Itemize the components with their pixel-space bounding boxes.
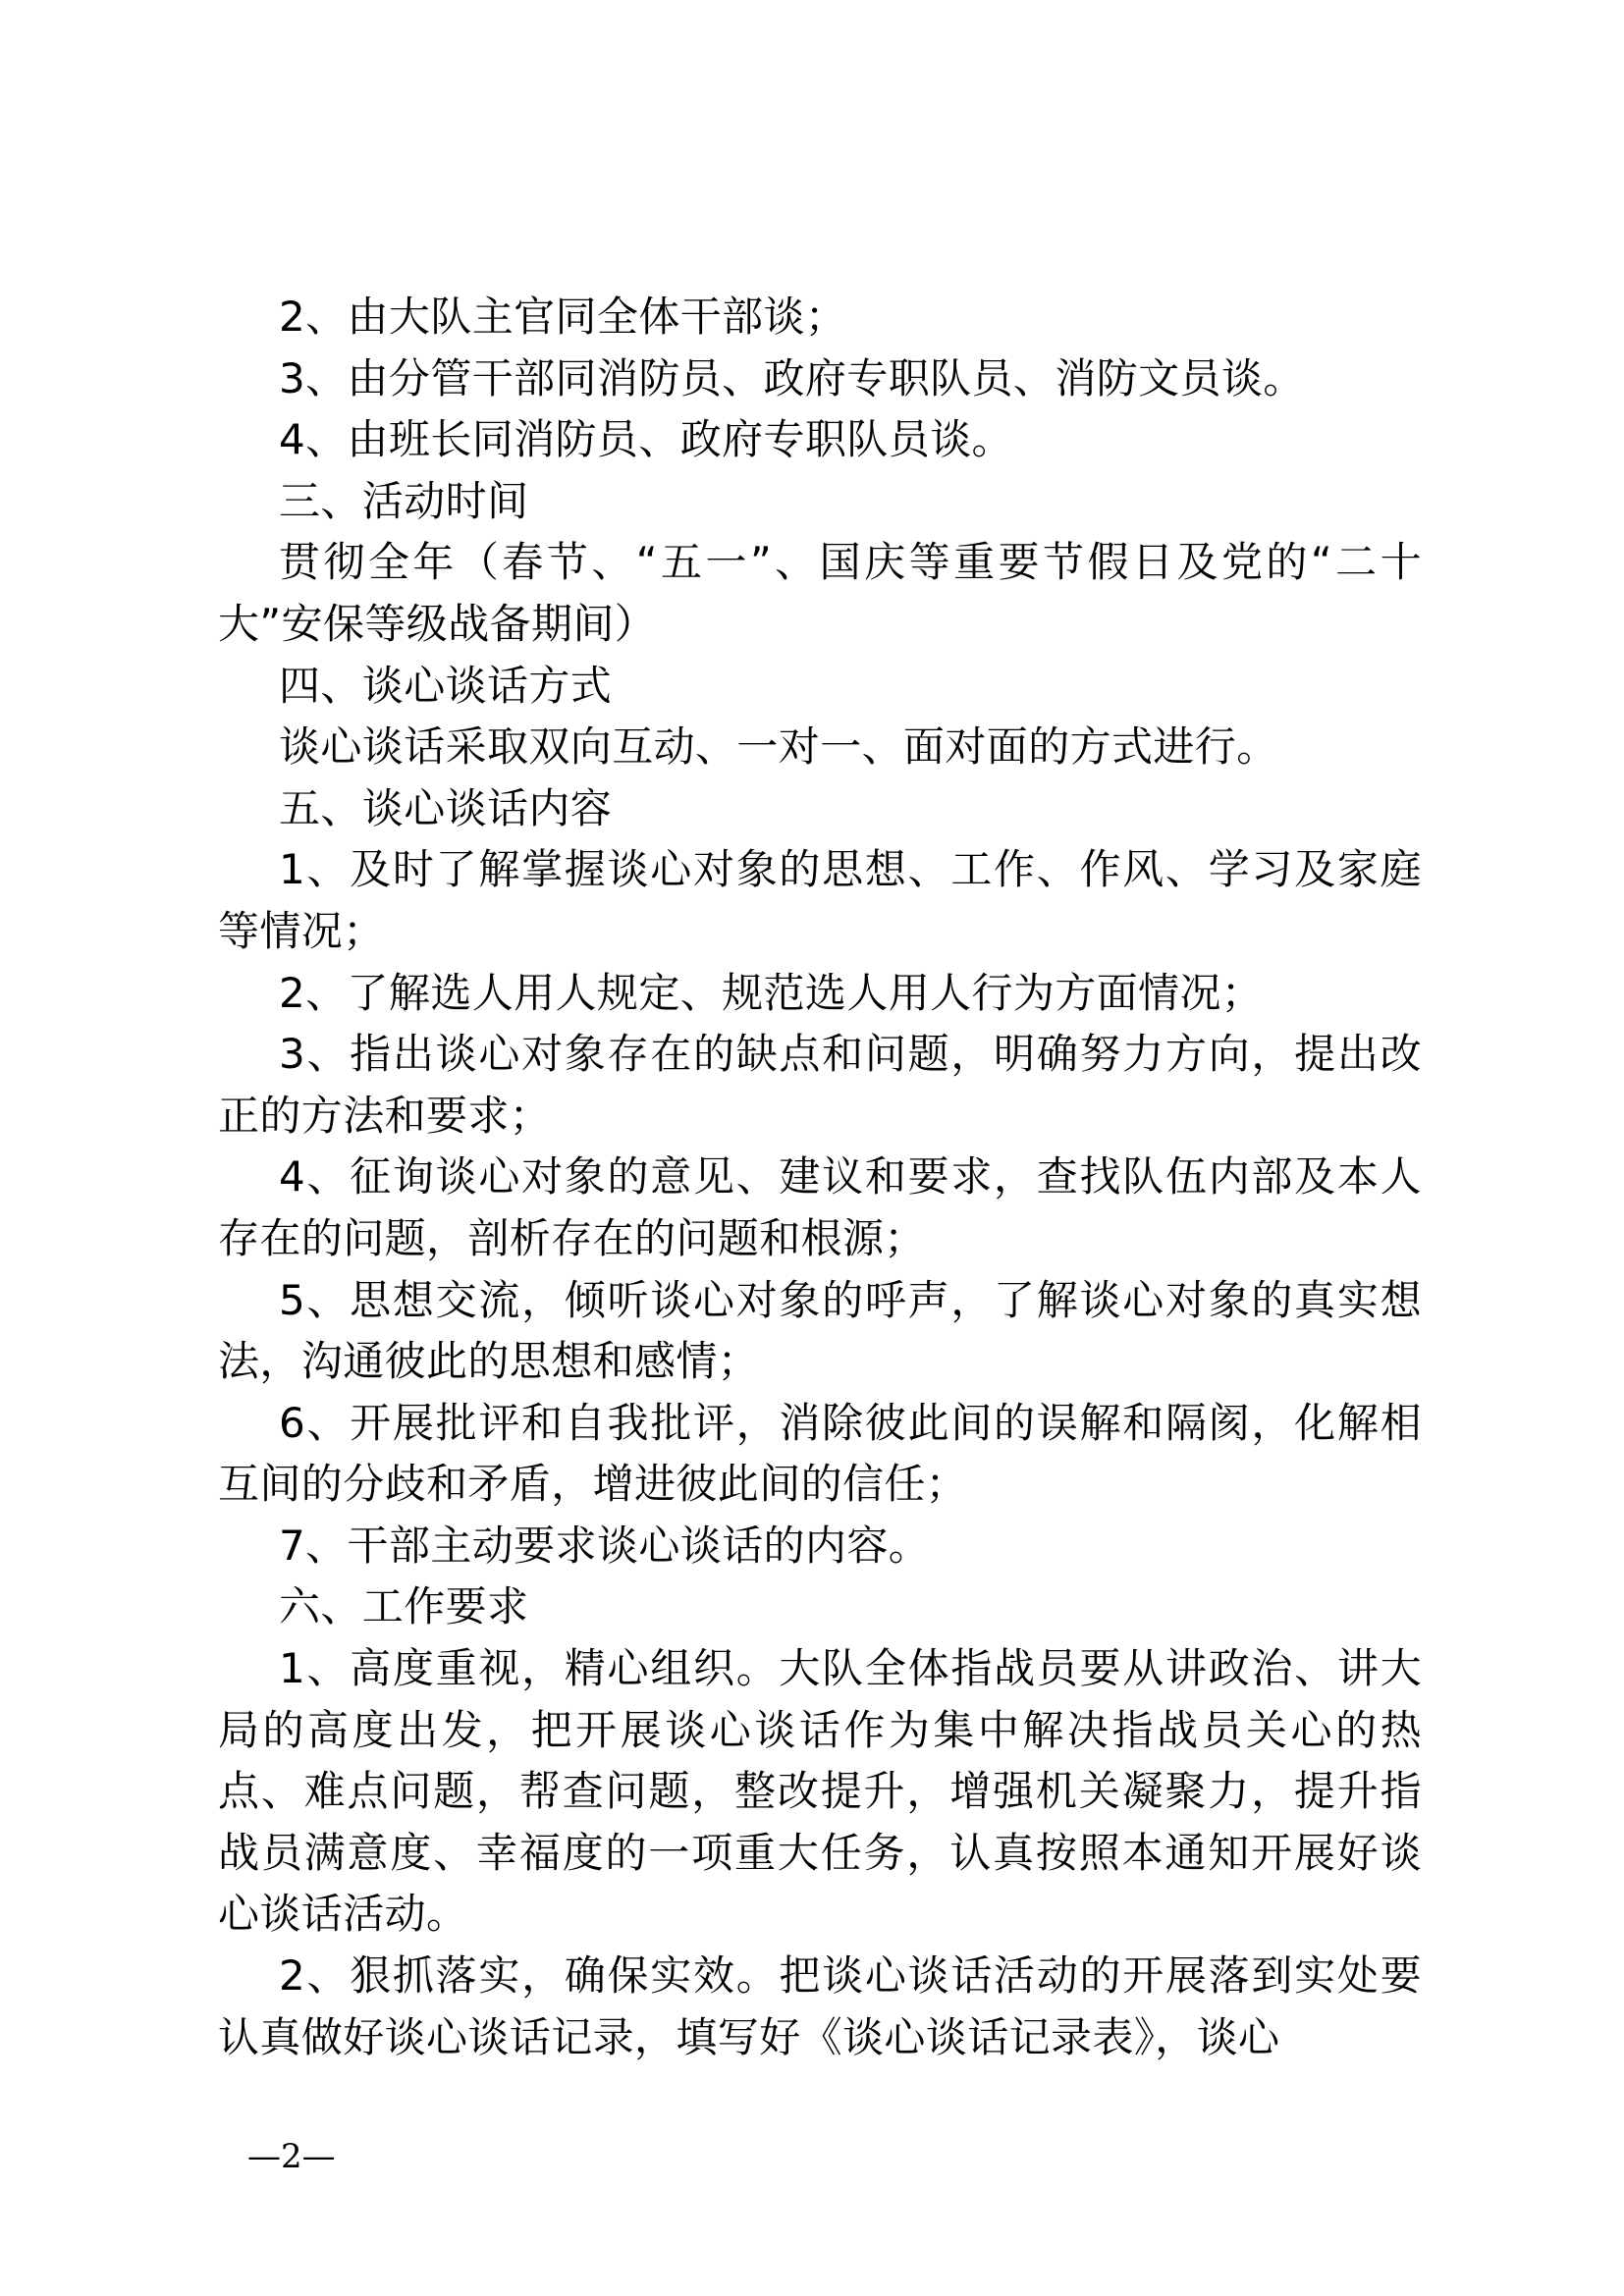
paragraph: 1、及时了解掌握谈心对象的思想、工作、作风、学习及家庭等情况； (218, 845, 1422, 955)
paragraph: 2、由大队主官同全体干部谈； (279, 293, 847, 341)
section-heading: 三、活动时间 (279, 476, 529, 525)
document-body (218, 287, 1422, 2068)
section-heading: 六、工作要求 (279, 1582, 529, 1631)
paragraph: 3、由分管干部同消防员、政府专职队员、消防文员谈。 (279, 353, 1305, 402)
paragraph: 7、干部主动要求谈心谈话的内容。 (279, 1521, 931, 1570)
paragraph: 谈心谈话采取双向互动、一对一、面对面的方式进行。 (279, 722, 1278, 772)
paragraph: 贯彻全年（春节、“五一”、国庆等重要节假日及党的“二十大”安保等级战备期间） (218, 538, 1422, 648)
paragraph: 2、了解选人用人规定、规范选人用人行为方面情况； (279, 968, 1264, 1017)
paragraph: 2、狠抓落实，确保实效。把谈心谈话活动的开展落到实处要认真做好谈心谈话记录，填写好《谈心谈话记录表》，谈心 (218, 1951, 1422, 2061)
paragraph: 5、思想交流，倾听谈心对象的呼声，了解谈心对象的真实想法，沟通彼此的思想和感情； (218, 1275, 1422, 1386)
section-heading: 四、谈心谈话方式 (279, 661, 613, 710)
paragraph: 4、由班长同消防员、政府专职队员谈。 (279, 415, 1013, 464)
page-number: —2— (247, 2137, 336, 2176)
paragraph: 4、征询谈心对象的意见、建议和要求，查找队伍内部及本人存在的问题，剖析存在的问题和根源； (218, 1152, 1422, 1262)
section-heading: 五、谈心谈话内容 (279, 783, 613, 832)
paragraph: 3、指出谈心对象存在的缺点和问题，明确努力方向，提出改正的方法和要求； (218, 1030, 1422, 1140)
paragraph: 6、开展批评和自我批评，消除彼此间的误解和隔阂，化解相互间的分歧和矛盾，增进彼此间的信任； (218, 1398, 1422, 1509)
paragraph: 1、高度重视，精心组织。大队全体指战员要从讲政治、讲大局的高度出发，把开展谈心谈话作为集中解决指战员关心的热点、难点问题，帮查问题，整改提升，增强机关凝聚力，提升指战员满意度、幸福度的一项重大任务，认真按照本通知开展好谈心谈话活动。 (218, 1644, 1422, 1939)
